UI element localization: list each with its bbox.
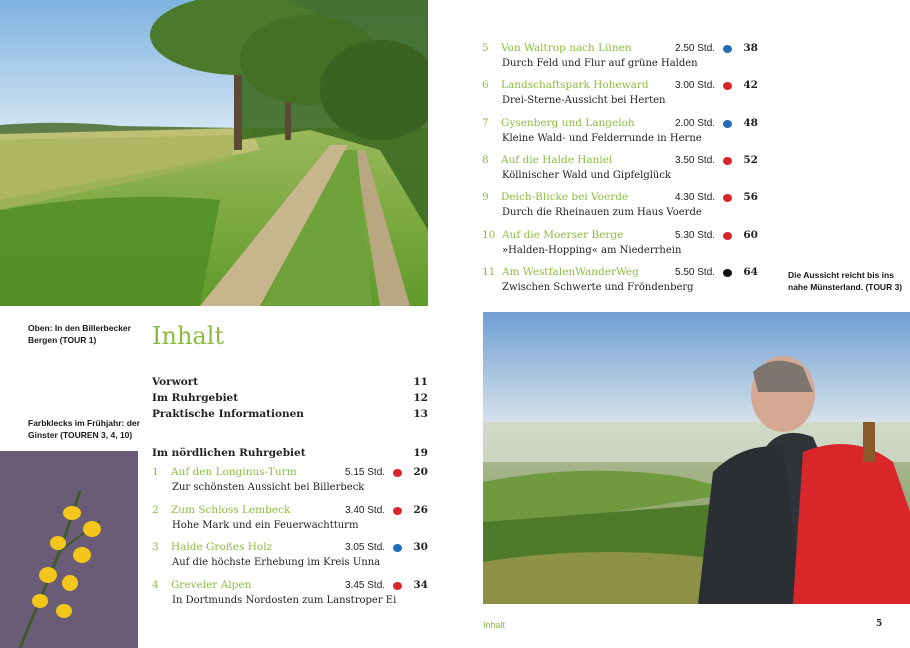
- tour-number: 2: [152, 503, 159, 516]
- difficulty-dot-blue-icon: [723, 120, 732, 128]
- tour-title: Zum Schloss Lembeck: [171, 503, 291, 516]
- tour-title: Am WestfalenWanderWeg: [502, 265, 639, 278]
- tour-number: 9: [482, 191, 489, 204]
- tour-subtitle: Kleine Wald- und Felderrunde in Herne: [502, 132, 702, 144]
- toc-tour-row[interactable]: [482, 42, 758, 74]
- tour-duration: 5.30 Std.: [675, 229, 716, 241]
- tour-page: 42: [743, 79, 758, 92]
- difficulty-dot-red-icon: [723, 194, 732, 202]
- tour-number: 8: [482, 153, 489, 166]
- tour-title: Halde Großes Holz: [171, 541, 273, 553]
- tour-duration: 3.00 Std.: [675, 80, 716, 92]
- tour-subtitle: Zur schönsten Aussicht bei Billerbeck: [172, 482, 365, 493]
- photo-hiker-view: [483, 312, 910, 604]
- difficulty-dot-red-icon: [393, 469, 402, 477]
- toc-page: 12: [413, 392, 428, 404]
- tour-page: 60: [743, 228, 758, 241]
- tour-subtitle: »Halden-Hopping« am Niederrhein: [502, 244, 682, 256]
- tour-number: 10: [482, 228, 496, 241]
- tour-number: 7: [482, 116, 489, 129]
- tour-page: 56: [743, 191, 758, 204]
- difficulty-dot-red-icon: [723, 232, 732, 240]
- tour-subtitle: In Dortmunds Nordosten zum Lanstroper Ei: [172, 594, 397, 606]
- tour-duration: 4.30 Std.: [675, 192, 716, 204]
- toc-page: 19: [413, 447, 428, 459]
- difficulty-dot-red-icon: [723, 82, 732, 90]
- toc-page: 11: [413, 376, 428, 388]
- toc-label: Vorwort: [152, 376, 199, 388]
- tour-title: Greveler Alpen: [171, 578, 252, 591]
- caption-flower-photo: Farbklecks im Frühjahr: der Ginster (TOUREN 3, 4, 10): [28, 418, 140, 440]
- toc-label: Im nördlichen Ruhrgebiet: [152, 447, 306, 459]
- tour-duration: 2.50 Std.: [675, 43, 716, 54]
- tour-duration: 3.40 Std.: [345, 504, 386, 516]
- tour-duration: 3.50 Std.: [675, 154, 716, 166]
- tour-page: 30: [413, 541, 428, 553]
- tour-subtitle: Drei-Sterne-Aussicht bei Herten: [502, 95, 666, 107]
- tour-title: Gysenberg und Langeloh: [501, 116, 635, 129]
- tour-number: 1: [152, 466, 159, 478]
- tour-title: Von Waltrop nach Lünen: [501, 42, 632, 54]
- tour-duration: 5.50 Std.: [675, 266, 716, 278]
- tour-duration: 5.15 Std.: [345, 467, 386, 478]
- caption-right-photo: Die Aussicht reicht bis ins nahe Münsterland. (TOUR 3): [788, 270, 903, 292]
- tour-page: 26: [413, 503, 428, 516]
- tour-number: 6: [482, 79, 489, 92]
- difficulty-dot-red-icon: [393, 507, 402, 515]
- toc-tour-row[interactable]: [152, 466, 428, 498]
- toc-row-ruhrgebiet[interactable]: [152, 392, 428, 404]
- tour-title: Auf die Moerser Berge: [502, 228, 624, 241]
- tour-subtitle: Auf die höchste Erhebung im Kreis Unna: [172, 557, 381, 568]
- photo-field-path: [0, 0, 428, 306]
- tour-subtitle: Zwischen Schwerte und Fröndenberg: [502, 281, 694, 293]
- tour-number: 3: [152, 541, 159, 553]
- tour-duration: 2.00 Std.: [675, 117, 716, 129]
- tour-duration: 3.45 Std.: [345, 579, 386, 591]
- tour-title: Auf den Longinus-Turm: [171, 466, 297, 478]
- tour-page: 52: [743, 153, 758, 166]
- tour-page: 38: [743, 42, 758, 54]
- toc-tour-row[interactable]: [152, 579, 428, 611]
- tour-title: Auf die Halde Haniel: [501, 153, 613, 166]
- tour-duration: 3.05 Std.: [345, 542, 386, 553]
- toc-row-vorwort[interactable]: [152, 376, 428, 388]
- tour-number: 11: [482, 265, 496, 278]
- footer-page-number: 5: [876, 619, 883, 629]
- page-title: Inhalt: [152, 322, 225, 350]
- toc-tour-row[interactable]: [482, 266, 758, 298]
- tour-subtitle: Durch die Rheinauen zum Haus Voerde: [502, 207, 702, 219]
- tour-subtitle: Köllnischer Wald und Gipfelglück: [502, 169, 672, 181]
- photo-broom-flowers: [0, 451, 138, 648]
- tour-page: 34: [413, 578, 428, 591]
- toc-section-heading[interactable]: [152, 447, 428, 459]
- toc-label: Im Ruhrgebiet: [152, 392, 239, 404]
- toc-tour-row[interactable]: [482, 191, 758, 223]
- difficulty-dot-red-icon: [723, 157, 732, 165]
- tour-subtitle: Durch Feld und Flur auf grüne Halden: [502, 58, 698, 69]
- tour-subtitle: Hohe Mark und ein Feuerwachtturm: [172, 519, 359, 531]
- tour-number: 4: [152, 578, 159, 591]
- tour-title: Deich-Blicke bei Voerde: [501, 191, 629, 204]
- toc-tour-row[interactable]: [482, 154, 758, 186]
- caption-top-photo: Oben: In den Billerbecker Bergen (TOUR 1): [28, 323, 131, 345]
- tour-title: Landschaftspark Hoheward: [501, 79, 649, 92]
- difficulty-dot-red-icon: [393, 582, 402, 590]
- toc-row-praktische-informationen[interactable]: [152, 408, 428, 420]
- toc-tour-row[interactable]: [482, 117, 758, 149]
- tour-page: 20: [413, 466, 428, 478]
- toc-tour-row[interactable]: [482, 79, 758, 111]
- toc-page: 13: [413, 408, 428, 420]
- difficulty-dot-blue-icon: [723, 45, 732, 53]
- toc-tour-row[interactable]: [152, 504, 428, 536]
- tour-number: 5: [482, 42, 489, 54]
- toc-label: Praktische Informationen: [152, 408, 304, 420]
- tour-page: 64: [743, 265, 758, 278]
- difficulty-dot-blue-icon: [393, 544, 402, 552]
- tour-page: 48: [743, 116, 758, 129]
- toc-tour-row[interactable]: [152, 541, 428, 573]
- difficulty-dot-black-icon: [723, 269, 732, 277]
- footer-label: Inhalt: [483, 620, 506, 630]
- toc-tour-row[interactable]: [482, 229, 758, 261]
